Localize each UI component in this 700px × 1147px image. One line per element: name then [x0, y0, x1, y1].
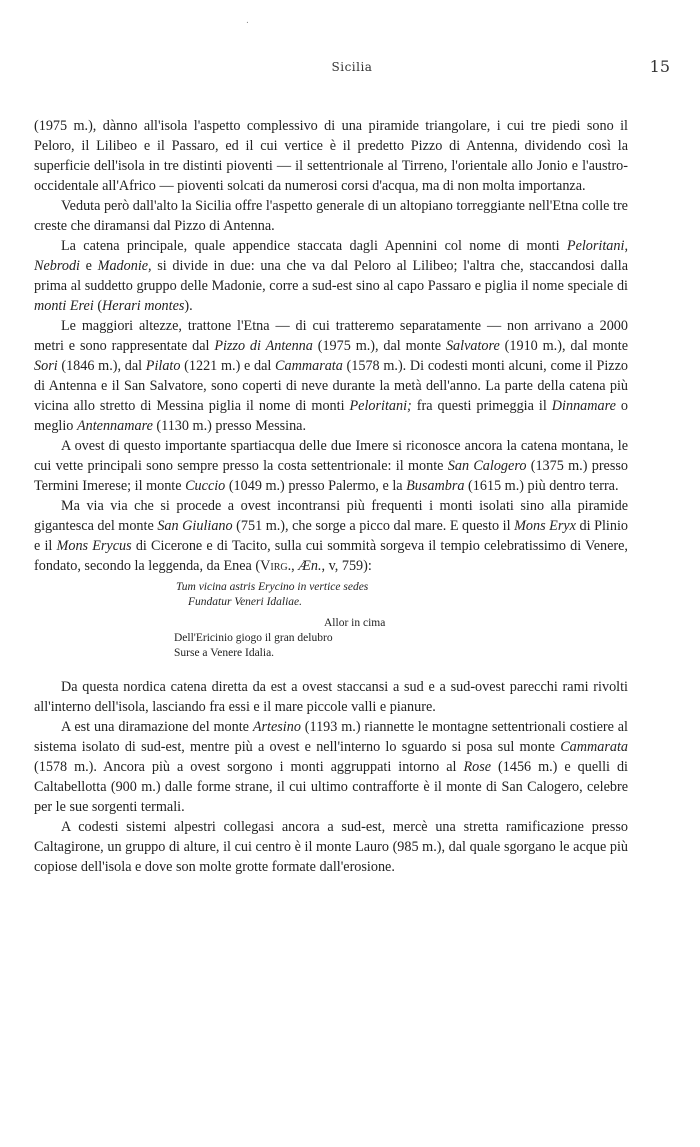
- italic-run: Rose: [463, 759, 492, 775]
- text-run: (1221 m.) e dal: [180, 358, 276, 374]
- verse-line: Fundatur Veneri Idaliae.: [188, 596, 303, 608]
- italic-run: Pizzo di Antenna: [214, 338, 313, 354]
- verse-line: Allor in cima: [324, 617, 386, 629]
- italic-run: monti Erei: [34, 298, 94, 314]
- text-run: o meglio: [34, 398, 628, 434]
- lower-section: [34, 677, 628, 877]
- text-run: e: [79, 258, 98, 274]
- italic-run: Herari montes: [102, 298, 185, 314]
- paragraph-5: [34, 436, 628, 496]
- text-run: di Cicerone e di Tacito, sulla cui sommità sorgeva il tempio celebratissimo di Venere, fondato, secondo la leggenda, da Enea (: [34, 538, 628, 574]
- italic-run: Antennamare: [76, 418, 153, 434]
- running-title: Sicilia: [331, 60, 373, 74]
- verse-quote: [34, 580, 628, 661]
- text-run: (1578 m.). Di codesti monti alcuni, come il Pizzo di Antenna e il San Salvatore, sono coperti di neve durante la metà dell'anno. La parte della catena più vicina allo stretto di Messina piglia il nome di monti: [34, 358, 628, 414]
- italic-run: Sori: [34, 358, 58, 374]
- italic-run: Mons Eryx: [514, 518, 576, 534]
- text-run: ,: [291, 558, 299, 574]
- paragraph-6: [34, 496, 628, 576]
- italic-run: Cuccio: [185, 478, 226, 494]
- italic-run: Busambra: [406, 478, 465, 494]
- text-run: (1615 m.) più dentro terra.: [464, 478, 619, 494]
- paragraph-8: [34, 717, 628, 817]
- smallcaps-run: Virg.: [260, 558, 292, 574]
- paragraph-3: [34, 236, 628, 316]
- text-run: Ma via via che si procede a ovest incontransi più frequenti i monti isolati sino alla piramide gigantesca del monte: [34, 498, 628, 534]
- top-mark: .: [246, 16, 249, 26]
- text-run: La catena principale, quale appendice staccata dagli Apennini col nome di monti: [61, 238, 567, 254]
- italic-run: Æn.: [298, 558, 322, 574]
- italic-run: Cammarata: [560, 739, 628, 755]
- italic-run: San Giuliano: [157, 518, 233, 534]
- text-run: (1975 m.), dal monte: [312, 338, 446, 354]
- text-run: , v, 759):: [321, 558, 372, 574]
- text-run: di Plinio e il: [34, 518, 628, 554]
- page-body: [34, 116, 628, 877]
- text-run: (1578 m.). Ancora più a ovest sorgono i monti aggruppati intorno al: [34, 759, 464, 775]
- latin-verse: [34, 580, 628, 610]
- page-number: 15: [649, 57, 670, 76]
- paragraph-4: [34, 316, 628, 436]
- text-run: si divide in due: una che va dal Peloro al Lilibeo; l'altra che, staccandosi dalla prima al suddetto gruppo delle Madonie, corre a sud-est sino al capo Passaro e piglia il nome speciale di: [34, 258, 628, 294]
- text-run: Le maggiori altezze, trattone l'Etna — di cui tratteremo separatamente — non arrivano a 2000 metri e sono rappresentate dal: [34, 318, 628, 354]
- italic-run: Peloritani, Nebrodi: [34, 238, 628, 274]
- text-run: A est una diramazione del monte: [61, 719, 253, 735]
- italic-run: Dinnamare: [551, 398, 616, 414]
- text-run: (1049 m.) presso Palermo, e la: [225, 478, 407, 494]
- verse-line: Dell'Ericinio giogo il gran delubro: [174, 632, 333, 644]
- italic-run: Cammarata: [275, 358, 343, 374]
- text-run: ).: [184, 298, 193, 314]
- paragraph-1: (1975 m.), dànno all'isola l'aspetto complessivo di una piramide triangolare, i cui tre piedi sono il Peloro, il Lilibeo e il Passaro, ed il cui vertice è il predetto Pizzo di Antenna, dividendo così la superficie dell'isola in tre distinti pioventi — il settentrionale al Tirreno, l'orientale allo Jonio e l'austro-occidentale all'Africo — pioventi solcati da numerosi corsi d'acqua, ma di non molta importanza.: [34, 118, 628, 194]
- italic-run: Salvatore: [445, 338, 500, 354]
- text-run: (1846 m.), dal: [57, 358, 146, 374]
- text-run: (1375 m.) presso Termini Imerese; il monte: [34, 458, 628, 494]
- italic-run: Mons Erycus: [56, 538, 132, 554]
- text-run: (1910 m.), dal monte: [499, 338, 629, 354]
- verse-line: Surse a Venere Idalia.: [174, 647, 275, 659]
- text-run: fra questi primeggia il: [411, 398, 552, 414]
- text-run: (1193 m.) riannette le montagne settentrionali costiere al sistema isolato di sud-est, mentre più a ovest e nell'interno lo sguardo si posa sul monte: [34, 719, 628, 755]
- page-header: [34, 57, 670, 80]
- italic-run: San Calogero: [447, 458, 527, 474]
- paragraph-9: A codesti sistemi alpestri collegasi ancora a sud-est, mercè una stretta ramificazione presso Caltagirone, un gruppo di alture, il cui centro è il monte Lauro (985 m.), dal quale sgorgano le acque più copiose dell'isola e dove son molte grotte formate dall'erosione.: [34, 819, 628, 875]
- italic-run: Pilato: [145, 358, 181, 374]
- text-run: (751 m.), che sorge a picco dal mare. E questo il: [232, 518, 515, 534]
- italic-run: Madonie,: [97, 258, 152, 274]
- text-run: (1456 m.) e quelli di Caltabellotta (900 m.) dalle forme strane, il cui ultimo contrafforte è il monte di San Calogero, celebre per le sue sorgenti termali.: [34, 759, 628, 815]
- text-run: (: [93, 298, 103, 314]
- text-run: A ovest di questo importante spartiacqua delle due Imere si riconosce ancora la catena montana, le cui vette principali sono sempre presso la costa settentrionale: il monte: [34, 438, 628, 474]
- paragraph-2: Veduta però dall'alto la Sicilia offre l'aspetto generale di un altopiano torreggiante nell'Etna colle tre creste che diramansi dal Pizzo di Antenna.: [34, 198, 628, 234]
- text-run: (1130 m.) presso Messina.: [152, 418, 307, 434]
- italian-verse: [34, 616, 628, 661]
- verse-line: Tum vicina astris Erycino in vertice sedes: [176, 581, 369, 593]
- italic-run: Artesino: [252, 719, 301, 735]
- paragraph-7: Da questa nordica catena diretta da est a ovest staccansi a sud e a sud-ovest parecchi rami rivolti all'interno dell'isola, lasciando fra essi e il mare piccole valli e pianure.: [34, 679, 628, 715]
- italic-run: Peloritani;: [349, 398, 412, 414]
